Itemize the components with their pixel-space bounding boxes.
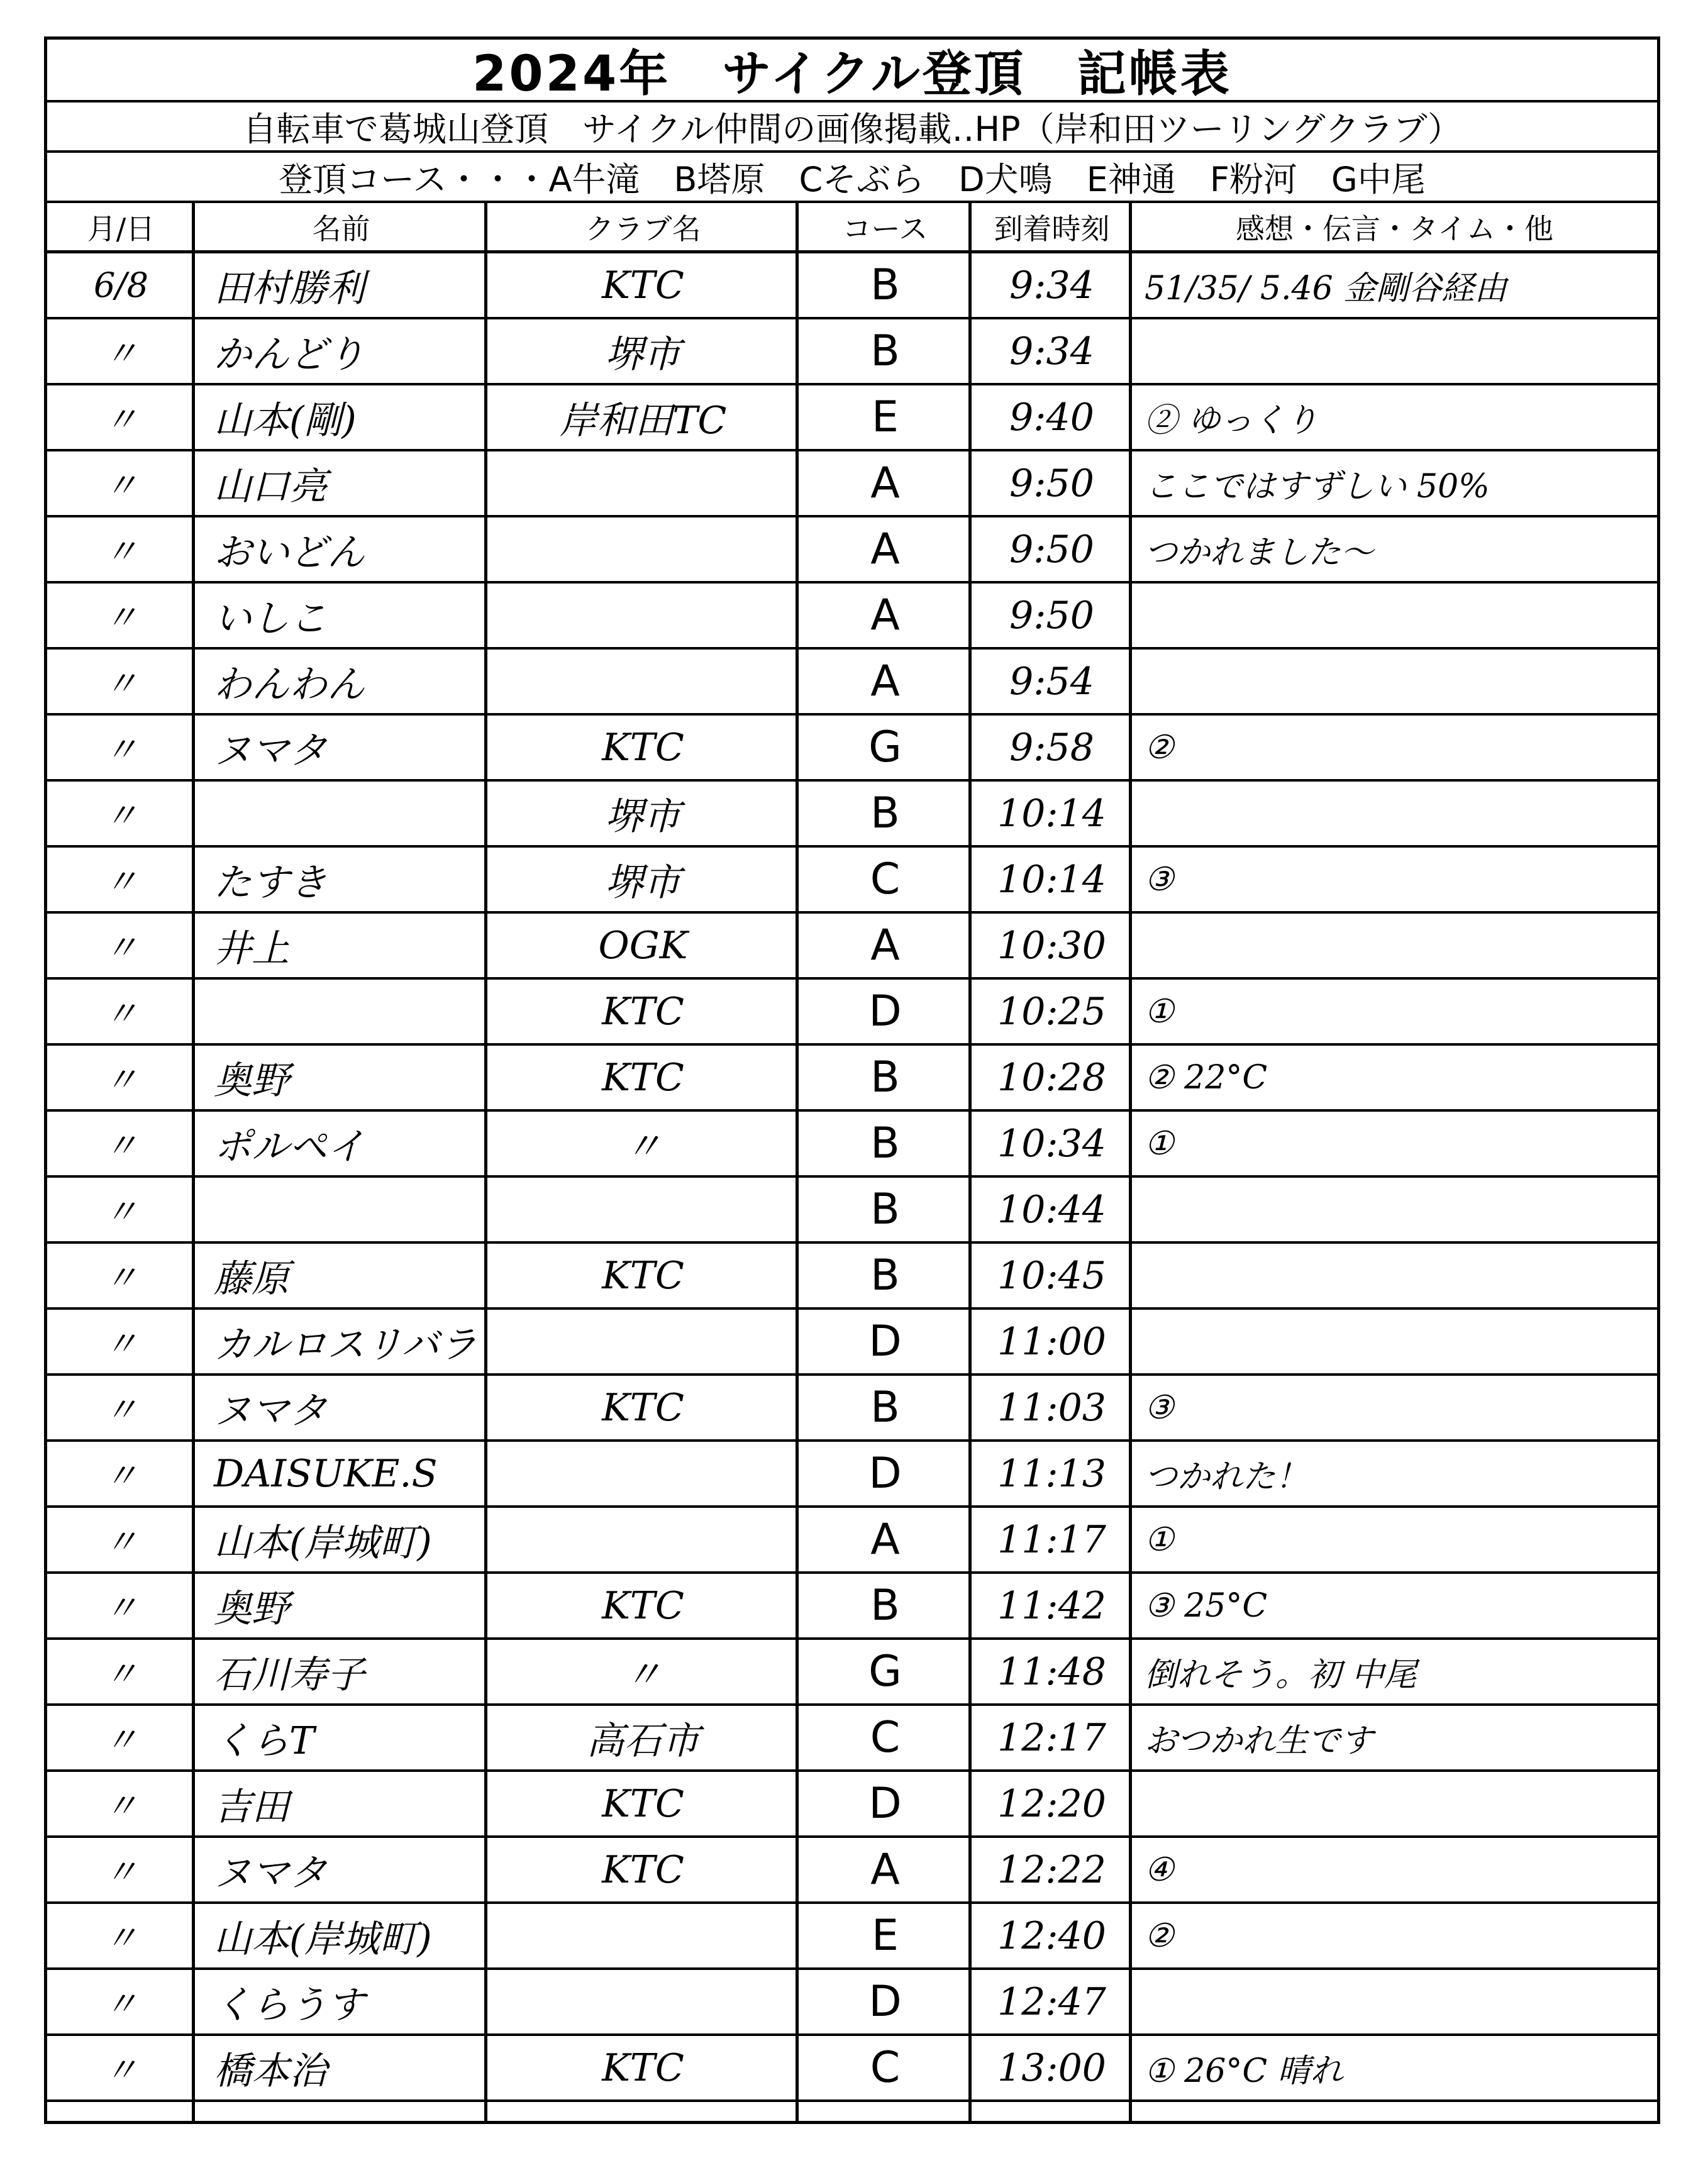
header-club: クラブ名 [585, 211, 701, 246]
table-row [47, 1772, 1657, 1838]
cell-note [1132, 1772, 1657, 1835]
cell-time: 9:50 [1009, 593, 1094, 638]
cell-date: 〃 [104, 1852, 138, 1892]
cell-note: ① 26°C 晴れ [1145, 2052, 1343, 2090]
cell-note: ③ [1145, 860, 1174, 899]
table-header [47, 203, 1657, 253]
cell-note [1132, 914, 1657, 977]
table-row [47, 1376, 1657, 1442]
cell-time: 10:45 [997, 1253, 1106, 1298]
cell-time: 12:20 [997, 1781, 1106, 1826]
cell-club: KTC [602, 989, 684, 1034]
header-note: 感想・伝言・タイム・他 [1235, 211, 1554, 246]
cell-club: 堺市 [605, 794, 681, 839]
cell-note [1132, 1244, 1657, 1307]
cell-course: B [870, 1119, 900, 1168]
cell-note: ② ゆっくり [1145, 402, 1319, 440]
cell-time: 9:54 [1009, 659, 1094, 704]
cell-note: おつかれ生です [1145, 1722, 1373, 1760]
cell-course: E [872, 392, 899, 442]
column-divider [968, 203, 972, 2121]
cell-course: B [870, 260, 900, 310]
cell-time: 12:40 [997, 1913, 1106, 1958]
cell-date: 〃 [104, 532, 138, 572]
cell-name: 山本(剛) [214, 398, 357, 443]
cell-time: 12:22 [997, 1847, 1106, 1892]
cell-note [1132, 319, 1657, 383]
cell-club [487, 650, 799, 713]
column-divider [484, 203, 487, 2121]
table-row [47, 980, 1657, 1046]
cell-club [487, 1508, 799, 1571]
page-subtitle: 自転車で葛城山登頂 サイクル仲間の画像掲載‥HP（岸和田ツーリングクラブ） [47, 102, 1657, 153]
cell-name: カルロスリバラ [214, 1322, 477, 1367]
cell-club: OGK [598, 923, 688, 968]
cell-course: A [870, 921, 900, 970]
cell-time: 11:42 [997, 1583, 1106, 1628]
cell-club: KTC [602, 1847, 684, 1892]
cell-name: わんわん [214, 662, 365, 707]
logbook-sheet [44, 36, 1660, 2124]
cell-date: 〃 [104, 1588, 138, 1628]
cell-name: ヌマタ [214, 728, 327, 773]
cell-date: 〃 [104, 1786, 138, 1826]
cell-name: たすき [214, 860, 327, 905]
cell-course: D [868, 1977, 902, 2027]
table-row [47, 1838, 1657, 1904]
cell-note: ③ [1145, 1388, 1174, 1427]
cell-name: 山口亮 [214, 464, 327, 509]
cell-club: 高石市 [586, 1718, 700, 1763]
cell-time: 11:13 [997, 1451, 1106, 1496]
cell-note: ② [1145, 728, 1174, 766]
cell-course: B [870, 326, 900, 376]
cell-time: 11:48 [997, 1649, 1106, 1694]
cell-note: ③ 25°C [1145, 1586, 1268, 1625]
cell-name: 橋本治 [214, 2049, 327, 2093]
cell-date: 〃 [104, 862, 138, 902]
header-name: 名前 [312, 211, 370, 246]
cell-time: 9:50 [1009, 527, 1094, 572]
table-row [47, 1970, 1657, 2036]
cell-name [195, 1178, 487, 1241]
cell-note: ① [1145, 992, 1174, 1031]
cell-note: 51/35/ 5.46 金剛谷経由 [1145, 270, 1507, 307]
cell-name: かんどり [214, 332, 365, 377]
column-divider [1129, 203, 1132, 2121]
table-row [47, 716, 1657, 782]
cell-course: G [868, 722, 902, 772]
cell-time: 11:03 [997, 1385, 1106, 1430]
table-row [47, 1310, 1657, 1376]
cell-note [1132, 1178, 1657, 1241]
cell-time: 11:00 [997, 1319, 1106, 1364]
table-row [47, 914, 1657, 980]
table-row [47, 1640, 1657, 1706]
cell-course: B [870, 1185, 900, 1234]
cell-time: 10:30 [997, 923, 1106, 968]
cell-date: 〃 [104, 1720, 138, 1760]
cell-date: 〃 [104, 1984, 138, 2024]
table-row [47, 1244, 1657, 1310]
cell-name: 吉田 [214, 1784, 289, 1829]
table-row [47, 253, 1657, 319]
cell-time: 9:34 [1009, 329, 1094, 373]
cell-name: くらT [214, 1718, 315, 1763]
cell-course: D [868, 987, 902, 1036]
cell-club: KTC [602, 263, 684, 307]
cell-date: 〃 [104, 730, 138, 770]
cell-date: 〃 [104, 400, 138, 440]
table-row [47, 848, 1657, 914]
table-row [47, 1112, 1657, 1178]
cell-course: A [870, 1515, 900, 1564]
cell-course: A [870, 458, 900, 508]
cell-club: KTC [602, 1385, 684, 1430]
cell-name: 奥野 [214, 1058, 289, 1103]
cell-date: 〃 [104, 1192, 138, 1232]
cell-time: 10:44 [997, 1187, 1106, 1232]
cell-note: ② [1145, 1917, 1174, 1955]
table-row [47, 319, 1657, 385]
header-date: 月/日 [87, 211, 155, 246]
cell-date: 〃 [104, 994, 138, 1034]
cell-note [1132, 650, 1657, 713]
cell-course: B [870, 1383, 900, 1432]
cell-date: 〃 [104, 796, 138, 836]
cell-note [1132, 584, 1657, 647]
table-row [47, 1442, 1657, 1508]
cell-time: 9:58 [1009, 725, 1094, 770]
cell-course: A [870, 656, 900, 706]
cell-time: 10:28 [997, 1055, 1106, 1100]
cell-date: 〃 [104, 1522, 138, 1562]
cell-club: KTC [602, 2045, 684, 2090]
cell-name: 藤原 [214, 1256, 289, 1301]
table-row [47, 451, 1657, 517]
cell-course: E [872, 1911, 899, 1961]
column-divider [192, 203, 195, 2121]
cell-name: ヌマタ [214, 1850, 327, 1895]
cell-course: C [870, 2043, 901, 2093]
cell-name: 山本(岸城町) [214, 1520, 432, 1565]
cell-course: A [870, 590, 900, 640]
table-row [47, 650, 1657, 716]
cell-club: 堺市 [605, 332, 681, 377]
cell-club [487, 584, 799, 647]
cell-club [487, 1178, 799, 1241]
page-title: 2024年 サイクル登頂 記帳表 [47, 40, 1657, 102]
cell-date: 〃 [104, 466, 138, 506]
cell-name: いしこ [214, 596, 327, 641]
table-row [47, 1574, 1657, 1640]
cell-club: 〃 [624, 1124, 662, 1169]
cell-name: 奥野 [214, 1586, 289, 1631]
cell-club [487, 1310, 799, 1373]
cell-course: D [868, 1779, 902, 1828]
cell-note [1132, 1970, 1657, 2033]
table-row [47, 1904, 1657, 1970]
cell-club: KTC [602, 1253, 684, 1298]
cell-club [487, 1970, 799, 2033]
cell-course: D [868, 1449, 902, 1498]
cell-date: 〃 [104, 2050, 138, 2090]
cell-note: ① [1145, 1124, 1174, 1163]
table-row [47, 1178, 1657, 1244]
header-course: コース [842, 211, 928, 246]
cell-date: 〃 [104, 1390, 138, 1430]
cell-course: B [870, 1251, 900, 1300]
cell-club: KTC [602, 1055, 684, 1100]
cell-course: B [870, 788, 900, 838]
table-row [47, 385, 1657, 451]
cell-name: 井上 [214, 926, 289, 971]
cell-course: D [868, 1317, 902, 1366]
cell-club: 岸和田TC [559, 398, 727, 443]
cell-club [487, 1904, 799, 1967]
cell-note: ② 22°C [1145, 1058, 1268, 1097]
cell-name: DAISUKE.S [214, 1451, 438, 1496]
cell-course: C [870, 855, 901, 904]
cell-club [487, 517, 799, 581]
cell-course: B [870, 1581, 900, 1630]
cell-name: くらうす [214, 1983, 365, 2027]
cell-note [1132, 782, 1657, 845]
cell-date: 〃 [104, 1126, 138, 1166]
cell-time: 12:17 [997, 1715, 1106, 1760]
cell-name: ヌマタ [214, 1388, 327, 1433]
cell-time: 9:40 [1009, 395, 1094, 440]
course-legend: 登頂コース・・・A牛滝 B塔原 Cそぶら D犬鳴 E神通 F粉河 G中尾 [47, 153, 1657, 203]
cell-club: KTC [602, 725, 684, 770]
cell-date: 〃 [104, 928, 138, 968]
cell-note [1132, 1310, 1657, 1373]
cell-name: 山本(岸城町) [214, 1917, 432, 1961]
cell-time: 10:14 [997, 857, 1106, 902]
cell-date: 〃 [104, 1258, 138, 1298]
cell-club: 堺市 [605, 860, 681, 905]
cell-course: G [868, 1647, 902, 1696]
cell-name: 田村勝利 [214, 266, 365, 311]
cell-name [195, 980, 487, 1043]
cell-time: 10:34 [997, 1121, 1106, 1166]
table-row [47, 1046, 1657, 1112]
table-row [47, 1508, 1657, 1574]
cell-club: KTC [602, 1583, 684, 1628]
column-divider [796, 203, 799, 2121]
cell-time: 11:17 [997, 1517, 1106, 1562]
cell-club: 〃 [624, 1652, 662, 1697]
table-row [47, 1706, 1657, 1772]
cell-name: おいどん [214, 530, 365, 575]
cell-note: 倒れそう。初 中尾 [1145, 1656, 1417, 1694]
cell-time: 9:50 [1009, 461, 1094, 506]
cell-date: 6/8 [94, 265, 148, 305]
cell-course: C [870, 1713, 901, 1762]
cell-date: 〃 [104, 334, 138, 373]
cell-date: 〃 [104, 598, 138, 638]
cell-date: 〃 [104, 1654, 138, 1694]
cell-name [195, 782, 487, 845]
cell-date: 〃 [104, 1456, 138, 1496]
cell-date: 〃 [104, 664, 138, 704]
cell-time: 9:34 [1009, 263, 1094, 307]
cell-note: つかれた！ [1145, 1458, 1309, 1496]
cell-club [487, 1442, 799, 1505]
cell-name: ポルペイ [214, 1124, 365, 1169]
cell-time: 13:00 [997, 2045, 1106, 2090]
cell-note: ここではすずしい 50% [1145, 468, 1490, 506]
cell-course: A [870, 524, 900, 574]
cell-date: 〃 [104, 1060, 138, 1100]
table-row [47, 584, 1657, 650]
cell-time: 12:47 [997, 1979, 1106, 2024]
table-row [47, 782, 1657, 848]
cell-note: ① [1145, 1520, 1174, 1559]
table-row [47, 517, 1657, 584]
cell-note: つかれました〜 [1145, 534, 1374, 572]
cell-date: 〃 [104, 1918, 138, 1958]
cell-club [487, 451, 799, 515]
cell-time: 10:25 [997, 989, 1106, 1034]
cell-name: 石川寿子 [214, 1652, 365, 1697]
cell-course: A [870, 1845, 900, 1895]
cell-time: 10:14 [997, 791, 1106, 836]
cell-date: 〃 [104, 1324, 138, 1364]
cell-note: ④ [1145, 1850, 1174, 1889]
header-time: 到着時刻 [994, 211, 1110, 246]
cell-course: B [870, 1053, 900, 1102]
cell-club: KTC [602, 1781, 684, 1826]
table-row [47, 2036, 1657, 2102]
